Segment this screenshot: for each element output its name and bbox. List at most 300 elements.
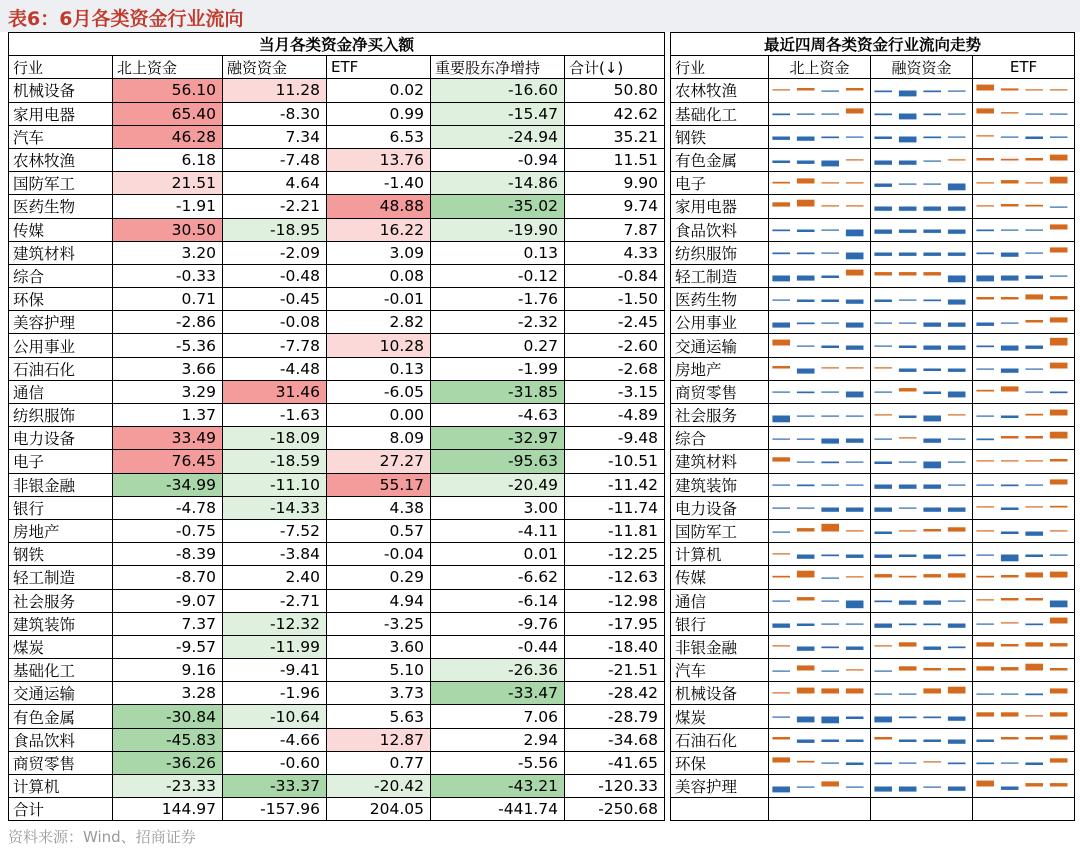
sparkline-cell-margin — [871, 264, 973, 287]
sparkline-bar — [923, 508, 941, 512]
industry-name: 农林牧渔 — [9, 148, 113, 171]
sparkline-bar — [923, 206, 941, 210]
sparkline-bar — [899, 530, 917, 531]
sparkline-chart — [871, 706, 969, 727]
sparkline-bar — [1050, 459, 1068, 462]
sparkline-bar — [846, 299, 864, 303]
industry-name: 国防军工 — [671, 519, 769, 542]
sparkline-bar — [821, 781, 839, 786]
sparkline-bar — [948, 763, 966, 765]
sparkline-chart — [973, 451, 1071, 472]
sparkline-chart — [871, 544, 969, 565]
sparkline-chart — [871, 335, 969, 356]
trend-row — [671, 241, 1075, 264]
sparkline-bar — [846, 182, 864, 183]
sparkline-bar — [797, 740, 815, 743]
value-cell: 0.57 — [327, 519, 431, 542]
sparkline-bar — [874, 160, 892, 164]
sparkline-chart — [769, 242, 867, 263]
sparkline-bar — [846, 322, 864, 327]
trend-table-body — [671, 79, 1075, 798]
sparkline-chart — [871, 590, 969, 611]
sparkline-chart — [973, 776, 1071, 797]
value-cell: -14.86 — [431, 172, 565, 195]
sparkline-chart — [769, 706, 867, 727]
value-cell: -2.71 — [223, 589, 327, 612]
sparkline-bar — [1050, 363, 1068, 369]
sparkline-chart — [973, 729, 1071, 750]
value-cell: 4.94 — [327, 589, 431, 612]
sparkline-cell-north — [769, 612, 871, 635]
sparkline-cell-etf — [973, 566, 1075, 589]
sparkline-chart — [871, 660, 969, 681]
sparkline-bar — [821, 577, 839, 578]
industry-name: 综合 — [9, 264, 113, 287]
sparkline-chart — [871, 428, 969, 449]
sparkline-chart — [769, 335, 867, 356]
sparkline-chart — [973, 497, 1071, 518]
value-cell: -20.49 — [431, 473, 565, 496]
sparkline-bar — [797, 508, 815, 509]
sparkline-bar — [1001, 158, 1019, 160]
sparkline-chart — [871, 451, 969, 472]
trend-row — [671, 635, 1075, 658]
sparkline-cell-etf — [973, 79, 1075, 102]
sparkline-bar — [899, 389, 917, 392]
value-cell: 7.06 — [431, 705, 565, 728]
sparkline-cell-margin — [871, 450, 973, 473]
table-row — [9, 543, 665, 566]
sparkline-bar — [772, 322, 790, 327]
sparkline-chart — [871, 358, 969, 379]
value-cell: 4.38 — [327, 496, 431, 519]
sparkline-bar — [1050, 224, 1068, 229]
sparkline-chart — [871, 150, 969, 171]
sparkline-bar — [772, 366, 790, 369]
value-cell: 46.28 — [113, 125, 223, 148]
value-cell: 3.73 — [327, 682, 431, 705]
sparkline-chart — [769, 80, 867, 101]
value-cell: 9.90 — [565, 172, 665, 195]
value-cell: -0.94 — [431, 148, 565, 171]
sparkline-bar — [948, 740, 966, 744]
industry-name: 传媒 — [9, 218, 113, 241]
sparkline-bar — [899, 786, 917, 791]
value-cell: -0.75 — [113, 519, 223, 542]
value-cell: -3.15 — [565, 380, 665, 403]
value-cell: -23.33 — [113, 775, 223, 798]
sparkline-bar — [1025, 715, 1043, 716]
sparkline-bar — [976, 507, 994, 508]
sparkline-bar — [1025, 693, 1043, 695]
sparkline-cell-margin — [871, 380, 973, 403]
sparkline-bar — [846, 415, 864, 416]
sparkline-chart — [973, 474, 1071, 495]
sparkline-cell-margin — [871, 496, 973, 519]
trend-header-industry: 行业 — [671, 56, 769, 79]
value-cell: -2.68 — [565, 357, 665, 380]
value-cell: -28.42 — [565, 682, 665, 705]
sparkline-bar — [1001, 485, 1019, 487]
sparkline-bar — [899, 554, 917, 557]
value-cell: 50.80 — [565, 79, 665, 102]
sparkline-bar — [948, 601, 966, 602]
value-cell: -11.42 — [565, 473, 665, 496]
sparkline-bar — [797, 761, 815, 763]
value-cell: -4.66 — [223, 728, 327, 751]
sparkline-bar — [874, 646, 892, 647]
sparkline-bar — [1001, 253, 1019, 257]
trend-row — [671, 148, 1075, 171]
sparkline-chart — [769, 590, 867, 611]
trend-row — [671, 357, 1075, 380]
sparkline-cell-margin — [871, 125, 973, 148]
sparkline-bar — [976, 253, 994, 255]
industry-name: 汽车 — [671, 659, 769, 682]
sparkline-cell-margin — [871, 659, 973, 682]
sparkline-bar — [899, 461, 917, 462]
trend-row — [671, 473, 1075, 496]
industry-name: 纺织服饰 — [671, 241, 769, 264]
value-cell: -43.21 — [431, 775, 565, 798]
sparkline-bar — [846, 137, 864, 138]
sparkline-bar — [948, 276, 966, 283]
industry-name: 轻工制造 — [671, 264, 769, 287]
sparkline-bar — [821, 322, 839, 323]
sparkline-bar — [846, 368, 864, 369]
table-row — [9, 427, 665, 450]
sparkline-cell-margin — [871, 589, 973, 612]
sparkline-bar — [772, 202, 790, 206]
value-cell: -0.12 — [431, 264, 565, 287]
sparkline-bar — [976, 740, 994, 743]
sparkline-bar — [1025, 436, 1043, 439]
sparkline-bar — [1001, 346, 1019, 351]
sparkline-bar — [923, 415, 941, 421]
value-cell: -34.99 — [113, 473, 223, 496]
sparkline-bar — [821, 523, 839, 531]
table-row — [9, 288, 665, 311]
table-row — [9, 589, 665, 612]
sparkline-chart — [973, 150, 1071, 171]
sparkline-bar — [821, 688, 839, 693]
industry-name: 煤炭 — [671, 705, 769, 728]
sparkline-bar — [923, 90, 941, 92]
sparkline-cell-margin — [871, 473, 973, 496]
sparkline-bar — [772, 160, 790, 163]
sparkline-bar — [899, 114, 917, 120]
table-row — [9, 172, 665, 195]
trend-row — [671, 380, 1075, 403]
trend-row — [671, 102, 1075, 125]
sparkline-bar — [948, 573, 966, 577]
sparkline-bar — [1001, 712, 1019, 716]
industry-name: 银行 — [671, 612, 769, 635]
value-cell: 2.82 — [327, 311, 431, 334]
industry-name: 传媒 — [671, 566, 769, 589]
sparkline-bar — [899, 624, 917, 626]
sparkline-cell-etf — [973, 380, 1075, 403]
sparkline-bar — [821, 368, 839, 369]
trend-row — [671, 311, 1075, 334]
value-cell: -6.62 — [431, 566, 565, 589]
sparkline-cell-etf — [973, 543, 1075, 566]
sparkline-bar — [772, 670, 790, 671]
sparkline-bar — [1025, 253, 1043, 254]
sparkline-chart — [973, 103, 1071, 124]
sparkline-bar — [772, 601, 790, 602]
sparkline-bar — [821, 276, 839, 279]
table-row — [9, 473, 665, 496]
value-cell: -9.41 — [223, 659, 327, 682]
trend-row — [671, 728, 1075, 751]
value-cell: 16.22 — [327, 218, 431, 241]
sparkline-chart — [871, 613, 969, 634]
sparkline-bar — [1025, 783, 1043, 786]
value-cell: 3.09 — [327, 241, 431, 264]
sparkline-bar — [1001, 460, 1019, 461]
sparkline-bar — [797, 114, 815, 115]
value-cell: 0.27 — [431, 334, 565, 357]
sparkline-bar — [1025, 137, 1043, 140]
sparkline-bar — [1050, 783, 1068, 786]
sparkline-bar — [874, 368, 892, 369]
sparkline-bar — [1001, 112, 1019, 113]
sparkline-cell-north — [769, 659, 871, 682]
sparkline-bar — [923, 461, 941, 468]
value-cell: 9.74 — [565, 195, 665, 218]
industry-name: 农林牧渔 — [671, 79, 769, 102]
value-cell: -35.02 — [431, 195, 565, 218]
sparkline-bar — [1025, 205, 1043, 207]
sparkline-bar — [976, 297, 994, 300]
value-cell: 11.51 — [565, 148, 665, 171]
total-value: 144.97 — [113, 798, 223, 821]
sparkline-cell-north — [769, 125, 871, 148]
value-cell: 35.21 — [565, 125, 665, 148]
sparkline-chart — [973, 567, 1071, 588]
value-cell: 7.37 — [113, 612, 223, 635]
sparkline-bar — [899, 137, 917, 143]
industry-name: 国防军工 — [9, 172, 113, 195]
sparkline-bar — [976, 322, 994, 325]
trend-row — [671, 612, 1075, 635]
trend-row — [671, 659, 1075, 682]
industry-name: 房地产 — [671, 357, 769, 380]
sparkline-bar — [976, 369, 994, 370]
sparkline-cell-etf — [973, 775, 1075, 798]
trend-column-header-row — [671, 56, 1075, 79]
sparkline-cell-north — [769, 380, 871, 403]
table-row — [9, 79, 665, 102]
industry-name: 交通运输 — [671, 334, 769, 357]
value-cell: -7.78 — [223, 334, 327, 357]
sparkline-bar — [976, 136, 994, 137]
sparkline-bar — [948, 114, 966, 115]
sparkline-bar — [846, 438, 864, 442]
sparkline-cell-etf — [973, 357, 1075, 380]
industry-name: 纺织服饰 — [9, 404, 113, 427]
sparkline-chart — [973, 335, 1071, 356]
industry-name: 轻工制造 — [9, 566, 113, 589]
table-row — [9, 728, 665, 751]
sparkline-bar — [1050, 137, 1068, 138]
table-row — [9, 102, 665, 125]
sparkline-cell-north — [769, 473, 871, 496]
sparkline-cell-north — [769, 79, 871, 102]
sparkline-bar — [846, 786, 864, 787]
sparkline-bar — [923, 438, 941, 442]
sparkline-bar — [976, 643, 994, 647]
sparkline-chart — [769, 358, 867, 379]
sparkline-chart — [769, 544, 867, 565]
sparkline-bar — [1001, 297, 1019, 300]
sparkline-bar — [772, 624, 790, 628]
sparkline-cell-north — [769, 241, 871, 264]
sparkline-bar — [1025, 89, 1043, 90]
sparkline-bar — [846, 205, 864, 206]
sparkline-bar — [948, 230, 966, 234]
sparkline-chart — [871, 729, 969, 750]
trend-table — [670, 32, 1075, 821]
sparkline-bar — [874, 253, 892, 256]
value-cell: -14.33 — [223, 496, 327, 519]
sparkline-cell-etf — [973, 519, 1075, 542]
sparkline-bar — [1025, 624, 1043, 626]
sparkline-bar — [874, 230, 892, 234]
value-cell: -3.25 — [327, 612, 431, 635]
net-buy-total-row — [9, 798, 665, 821]
value-cell: -10.64 — [223, 705, 327, 728]
sparkline-cell-north — [769, 682, 871, 705]
sparkline-bar — [1050, 736, 1068, 740]
sparkline-bar — [899, 206, 917, 210]
value-cell: 0.13 — [327, 357, 431, 380]
table-row — [9, 659, 665, 682]
sparkline-bar — [846, 740, 864, 743]
value-cell: 3.29 — [113, 380, 223, 403]
total-label: 合计 — [9, 798, 113, 821]
value-cell: -9.48 — [565, 427, 665, 450]
sparkline-bar — [1025, 507, 1043, 508]
value-cell: -3.84 — [223, 543, 327, 566]
value-cell: -120.33 — [565, 775, 665, 798]
sparkline-cell-north — [769, 404, 871, 427]
sparkline-chart — [973, 428, 1071, 449]
sparkline-cell-etf — [973, 659, 1075, 682]
sparkline-bar — [923, 160, 941, 161]
sparkline-cell-north — [769, 148, 871, 171]
sparkline-bar — [923, 688, 941, 693]
value-cell: 13.76 — [327, 148, 431, 171]
table-row — [9, 148, 665, 171]
value-cell: 0.71 — [113, 288, 223, 311]
sparkline-bar — [821, 415, 839, 416]
value-cell: -7.48 — [223, 148, 327, 171]
value-cell: -10.51 — [565, 450, 665, 473]
value-cell: -0.01 — [327, 288, 431, 311]
sparkline-bar — [846, 508, 864, 512]
trend-header-etf: ETF — [973, 56, 1075, 79]
sparkline-cell-north — [769, 427, 871, 450]
value-cell: -8.30 — [223, 102, 327, 125]
sparkline-cell-margin — [871, 172, 973, 195]
sparkline-bar — [899, 485, 917, 489]
value-cell: -2.21 — [223, 195, 327, 218]
sparkline-bar — [874, 183, 892, 186]
sparkline-bar — [923, 668, 941, 671]
value-cell: 11.28 — [223, 79, 327, 102]
sparkline-bar — [899, 346, 917, 349]
value-cell: -1.63 — [223, 404, 327, 427]
trend-row — [671, 334, 1075, 357]
sparkline-bar — [899, 643, 917, 647]
industry-name: 有色金属 — [671, 148, 769, 171]
industry-name: 公用事业 — [9, 334, 113, 357]
sparkline-bar — [923, 601, 941, 605]
sparkline-bar — [846, 461, 864, 462]
sparkline-bar — [1001, 575, 1019, 578]
sparkline-bar — [1025, 392, 1043, 393]
sparkline-chart — [871, 683, 969, 704]
sparkline-cell-north — [769, 728, 871, 751]
sparkline-bar — [772, 457, 790, 461]
industry-name: 电力设备 — [9, 427, 113, 450]
value-cell: 4.33 — [565, 241, 665, 264]
value-cell: 76.45 — [113, 450, 223, 473]
table-row — [9, 775, 665, 798]
table-row — [9, 380, 665, 403]
sparkline-bar — [821, 763, 839, 764]
sparkline-bar — [1050, 668, 1068, 671]
sparkline-bar — [821, 461, 839, 463]
sparkline-chart — [871, 80, 969, 101]
value-cell: -12.63 — [565, 566, 665, 589]
trend-row — [671, 218, 1075, 241]
industry-name: 计算机 — [9, 775, 113, 798]
sparkline-bar — [1050, 392, 1068, 394]
sparkline-chart — [973, 381, 1071, 402]
industry-name: 食品饮料 — [9, 728, 113, 751]
sparkline-cell-etf — [973, 682, 1075, 705]
sparkline-bar — [948, 485, 966, 486]
sparkline-bar — [874, 392, 892, 393]
sparkline-cell-margin — [871, 612, 973, 635]
sparkline-cell-etf — [973, 195, 1075, 218]
trend-row — [671, 79, 1075, 102]
sparkline-bar — [874, 461, 892, 464]
sparkline-bar — [874, 737, 892, 740]
sparkline-bar — [797, 230, 815, 233]
sparkline-bar — [1050, 618, 1068, 624]
value-cell: -2.60 — [565, 334, 665, 357]
sparkline-bar — [874, 531, 892, 534]
sparkline-bar — [797, 624, 815, 627]
sparkline-bar — [874, 693, 892, 694]
sparkline-bar — [1001, 554, 1019, 561]
sparkline-bar — [772, 137, 790, 140]
sparkline-cell-margin — [871, 218, 973, 241]
sparkline-bar — [1050, 276, 1068, 277]
value-cell: 7.87 — [565, 218, 665, 241]
sparkline-chart — [769, 776, 867, 797]
sparkline-bar — [797, 137, 815, 141]
sparkline-bar — [1025, 763, 1043, 766]
sparkline-bar — [846, 270, 864, 276]
value-cell: -33.47 — [431, 682, 565, 705]
value-cell: 7.34 — [223, 125, 327, 148]
industry-name: 煤炭 — [9, 635, 113, 658]
